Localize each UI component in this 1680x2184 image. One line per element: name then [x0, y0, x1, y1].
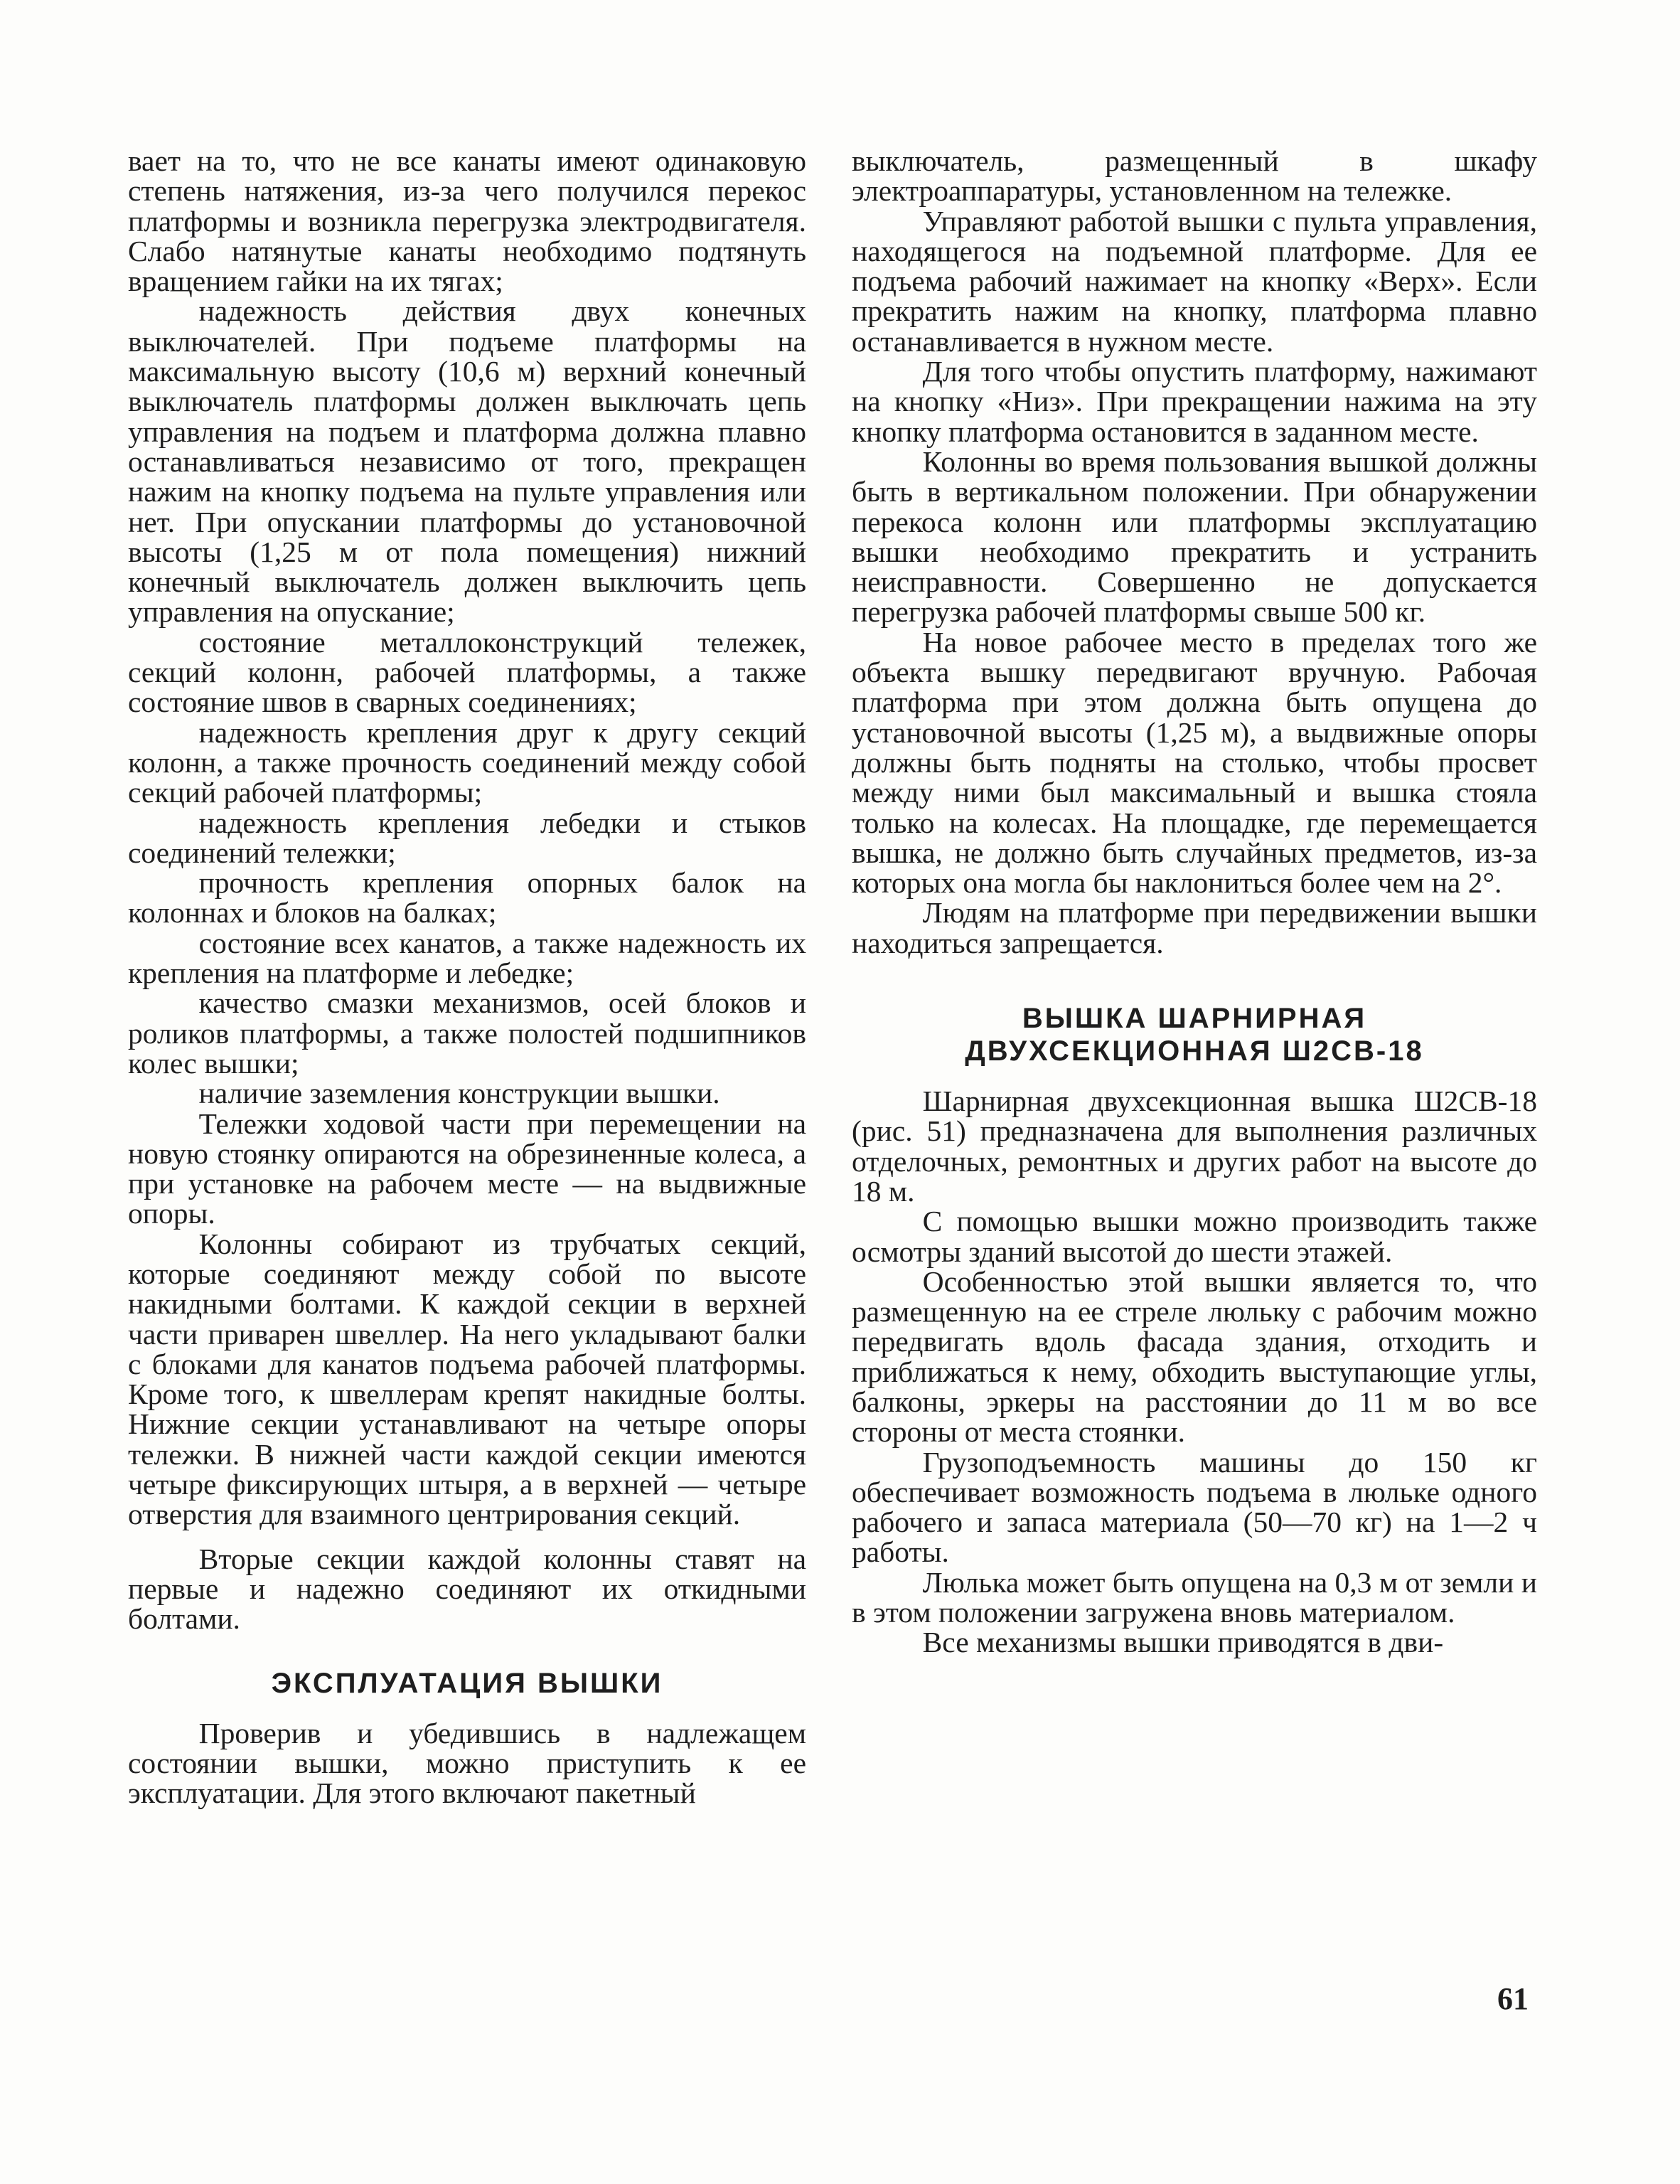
heading-line: ВЫШКА ШАРНИРНАЯ	[1022, 1003, 1367, 1035]
paragraph: Тележки ходовой части при перемещении на новую стоянку опираются на обрезиненные колеса, а при установке на рабочем месте — на выдвижные опоры.	[128, 1107, 806, 1230]
paragraph: Проверив и убедившись в надлежащем состоянии вышки, можно приступить к ее эксплуатации. Для этого включают пакетный	[128, 1716, 806, 1810]
paragraph: Шарнирная двухсекционная вышка Ш2СВ-18 (рис. 51) предназначена для выполнения различных отделочных, ремонтных и других работ на высоте до 18 м.	[852, 1085, 1537, 1208]
paragraph: надежность действия двух конечных выключателей. При подъеме платформы на максимальную высоту (10,6 м) верхний конечный выключатель платформы должен выключать цепь управления на подъем и платформа должна плавно останавливаться независимо от того, прекращен нажим на кнопку подъема на пульте управления или нет. При опускании платформы до установочной высоты (1,25 м от пола помещения) нижний конечный выключатель должен выключить цепь управления на опускание;	[128, 294, 806, 629]
right-column	[852, 146, 1537, 1658]
paragraph: состояние металлоконструкций тележек, секций колонн, рабочей платформы, а также состояние швов в сварных соединениях;	[128, 625, 806, 719]
section-heading-exploitation: ЭКСПЛУАТАЦИЯ ВЫШКИ	[271, 1667, 663, 1699]
paragraph: надежность крепления лебедки и стыков соединений тележки;	[128, 806, 806, 869]
paragraph: Для того чтобы опустить платформу, нажимают на кнопку «Низ». При прекращении нажима на эту кнопку платформа остановится в заданном месте.	[852, 355, 1537, 448]
paragraph: наличие заземления конструкции вышки.	[198, 1077, 720, 1110]
paragraph: состояние всех канатов, а также надежность их крепления на платформе и лебедке;	[128, 926, 806, 990]
paragraph: С помощью вышки можно производить также осмотры зданий высотой до шести этажей.	[852, 1205, 1537, 1268]
paragraph: качество смазки механизмов, осей блоков и роликов платформы, а также полостей подшипников колес вышки;	[128, 986, 806, 1080]
section-heading-tower	[852, 1002, 1537, 1067]
paragraph: Особенностью этой вышки является то, что размещенную на ее стреле люльку с рабочим можно передвигать вдоль фасада здания, отходить и приближаться к нему, обходить выступающие углы, балконы, эркеры на расстоянии до 11 м во все стороны от места стоянки.	[852, 1264, 1537, 1449]
paragraph: Людям на платформе при передвижении вышки находиться запрещается.	[852, 896, 1537, 959]
paragraph: Вторые секции каждой колонны ставят на первые и надежно соединяют их откидными болтами.	[128, 1542, 806, 1636]
left-column	[128, 146, 806, 1808]
paragraph: Колонны собирают из трубчатых секций, которые соединяют между собой по высоте накидными болтами. К каждой секции в верхней части приварен швеллер. На него укладывают балки с блоками для канатов подъема рабочей платформы. Кроме того, к швеллерам крепят накидные болты. Нижние секции устанавливают на четыре опоры тележки. В нижней части каждой секции имеются четыре фиксирующих штыря, а в верхней — четыре отверстия для взаимного центрирования секций.	[128, 1227, 806, 1531]
paragraph: Грузоподъемность машины до 150 кг обеспечивает возможность подъема в люльке одного рабочего и запаса материала (50—70 кг) на 1—2 ч работы.	[852, 1445, 1537, 1569]
heading-line: ДВУХСЕКЦИОННАЯ Ш2СВ-18	[965, 1035, 1424, 1067]
paragraph: Колонны во время пользования вышкой должны быть в вертикальном положении. При обнаружении перекоса колонн или платформы эксплуатацию вышки необходимо прекратить и устранить неисправности. Совершенно не допускается перегрузка рабочей платформы свыше 500 кг.	[852, 444, 1537, 629]
paragraph: Люлька может быть опущена на 0,3 м от земли и в этом положении загружена вновь материалом.	[852, 1565, 1537, 1629]
paragraph: Управляют работой вышки с пульта управления, находящегося на подъемной платформе. Для ее подъема рабочий нажимает на кнопку «Верх». Если прекратить нажим на кнопку, платформа плавно останавливается в нужном месте.	[852, 204, 1537, 358]
paragraph: прочность крепления опорных балок на колоннах и блоков на балках;	[128, 866, 806, 929]
paragraph: Все механизмы вышки приводятся в дви-	[922, 1626, 1444, 1659]
page-number: 61	[1497, 1981, 1529, 2016]
paragraph: выключатель, размещенный в шкафу электроаппаратуры, установленном на тележке.	[852, 144, 1537, 208]
paragraph: На новое рабочее место в пределах того же объекта вышку передвигают вручную. Рабочая платформа при этом должна быть опущена до установочной высоты (1,25 м), а выдвижные опоры должны быть подняты на столько, чтобы просвет между ними был максимальный и вышка стояла только на колесах. На площадке, где перемещается вышка, не должно быть случайных предметов, из-за которых она могла бы наклониться более чем на 2°.	[852, 625, 1537, 900]
paragraph: вает на то, что не все канаты имеют одинаковую степень натяжения, из-за чего получился перекос платформы и возникла перегрузка электродвигателя. Слабо натянутые канаты необходимо подтянуть вращением гайки на их тягах;	[128, 144, 806, 298]
paragraph: надежность крепления друг к другу секций колонн, а также прочность соединений между собой секций рабочей платформы;	[128, 715, 806, 809]
